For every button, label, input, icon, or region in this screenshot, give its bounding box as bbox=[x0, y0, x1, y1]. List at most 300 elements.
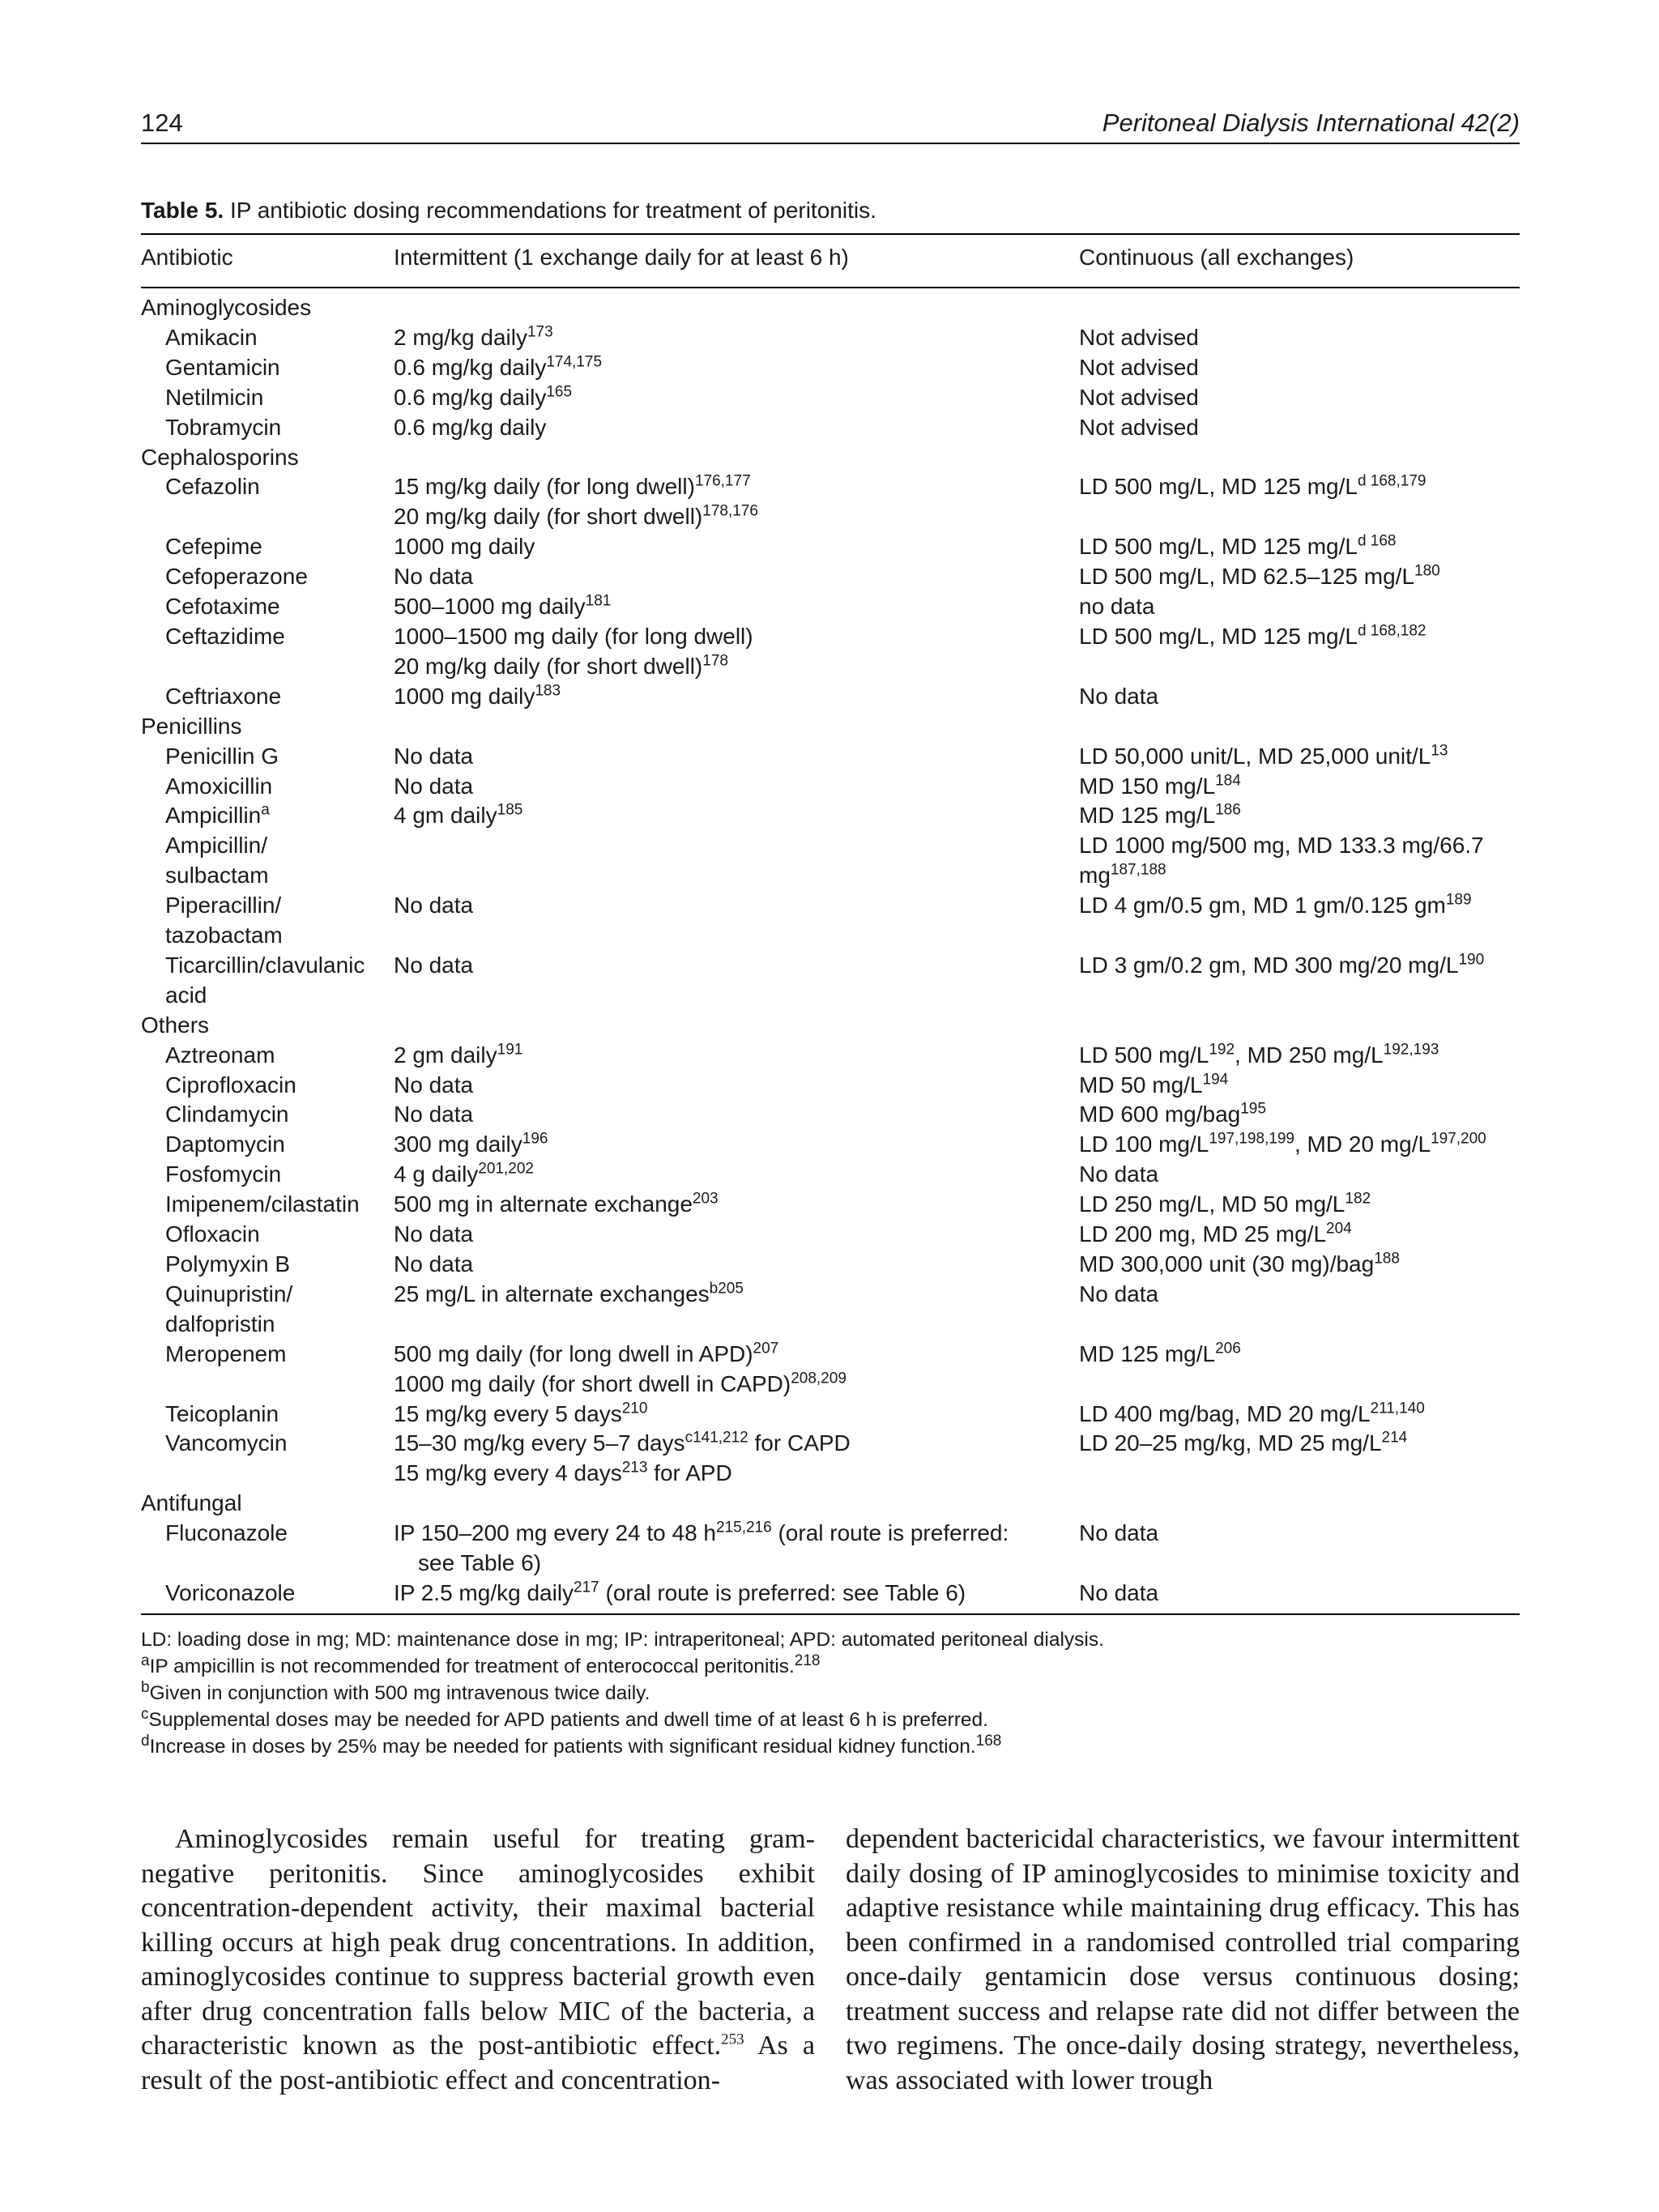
text-run: No data bbox=[394, 1072, 474, 1097]
superscript: 186 bbox=[1215, 802, 1241, 820]
cell-line bbox=[394, 1041, 1079, 1071]
antibiotic-name: dalfopristin bbox=[165, 1311, 275, 1336]
footnote-marker: b bbox=[141, 1678, 150, 1696]
intermittent-cell bbox=[394, 1100, 1079, 1130]
superscript: 194 bbox=[1202, 1071, 1229, 1089]
antibiotic-name: Daptomycin bbox=[165, 1132, 285, 1157]
table-row bbox=[141, 1190, 1520, 1220]
antibiotic-cell bbox=[141, 1041, 394, 1071]
continuous-cell bbox=[1079, 592, 1520, 622]
group-row bbox=[141, 712, 1520, 742]
superscript: 201,202 bbox=[478, 1160, 534, 1178]
text-run: Given in conjunction with 500 mg intravenous twice daily. bbox=[149, 1681, 650, 1704]
cell-line bbox=[394, 413, 1079, 443]
antibiotic-name: Piperacillin/ bbox=[165, 893, 282, 918]
text-run: LD 250 mg/L, MD 50 mg/L bbox=[1079, 1191, 1346, 1217]
table-row bbox=[141, 1071, 1520, 1101]
cell-line bbox=[394, 472, 1079, 502]
column-header-continuous: Continuous (all exchanges) bbox=[1079, 245, 1354, 270]
continuous-cell bbox=[1079, 772, 1520, 802]
table-header-row bbox=[141, 235, 1520, 287]
text-run: 300 mg daily bbox=[394, 1132, 522, 1157]
cell-line bbox=[394, 1579, 1079, 1609]
table-row bbox=[141, 353, 1520, 383]
text-run: Not advised bbox=[1079, 414, 1199, 440]
continuous-cell bbox=[1079, 1429, 1520, 1489]
text-run: No data bbox=[394, 952, 474, 978]
table-row bbox=[141, 801, 1520, 831]
continuous-cell bbox=[1079, 801, 1520, 831]
antibiotic-cell bbox=[141, 413, 394, 443]
intermittent-cell bbox=[394, 1400, 1079, 1430]
superscript: 187,188 bbox=[1110, 861, 1166, 879]
table-row bbox=[141, 383, 1520, 413]
text-run: Not advised bbox=[1079, 324, 1199, 350]
table-bottom-rule bbox=[141, 1613, 1520, 1615]
antibiotic-name: Cefazolin bbox=[165, 474, 260, 500]
superscript: 185 bbox=[497, 802, 523, 820]
text-run: 4 gm daily bbox=[394, 803, 497, 829]
antibiotic-cell bbox=[141, 801, 394, 831]
text-run: LD 200 mg, MD 25 mg/L bbox=[1079, 1221, 1327, 1247]
antibiotic-name: Meropenem bbox=[165, 1340, 287, 1366]
text-run: LD 500 mg/L bbox=[1079, 1042, 1209, 1068]
text-run: 15 mg/kg every 4 days bbox=[394, 1460, 622, 1486]
cell-line bbox=[394, 1160, 1079, 1190]
superscript: 207 bbox=[753, 1340, 779, 1357]
superscript: 176,177 bbox=[694, 473, 751, 491]
text-run: dependent bactericidal characteristics, we favour intermittent daily dosing of IP aminoglycosides to minimise toxicity and adaptive resistance while maintaining drug efficacy. This has been confirmed in a randomised controlled trial comparing once-daily gentamicin dose versus continuous dosing; treatment success and relapse rate did not differ between the two regimens. The once-daily dosing strategy, nevertheless, was associated with lower trough bbox=[846, 1824, 1520, 2095]
superscript: d 168,179 bbox=[1357, 473, 1427, 491]
intermittent-cell bbox=[394, 383, 1079, 413]
cell-line bbox=[1079, 1280, 1520, 1310]
cell-line bbox=[1079, 413, 1520, 443]
table-row bbox=[141, 1250, 1520, 1280]
table-row bbox=[141, 622, 1520, 682]
text-run: LD: loading dose in mg; MD: maintenance dose in mg; IP: intraperitoneal; APD: automated peritoneal dialysis. bbox=[141, 1628, 1104, 1651]
text-run: 0.6 mg/kg daily bbox=[394, 384, 547, 410]
antibiotic-cell bbox=[141, 682, 394, 712]
continuous-cell bbox=[1079, 1400, 1520, 1430]
text-run: Increase in doses by 25% may be needed for patients with significant residual kidney function. bbox=[149, 1735, 976, 1758]
footnote-marker: c bbox=[141, 1705, 149, 1723]
text-run: (oral route is preferred: see Table 6) bbox=[599, 1579, 966, 1605]
table-row bbox=[141, 1340, 1520, 1400]
footnote bbox=[141, 1733, 1520, 1760]
text-run: 4 g daily bbox=[394, 1161, 479, 1187]
antibiotic-cell bbox=[141, 592, 394, 622]
footnote-marker: a bbox=[141, 1652, 150, 1669]
cell-line bbox=[394, 652, 1079, 682]
antibiotic-name: Vancomycin bbox=[165, 1430, 288, 1456]
continuous-cell bbox=[1079, 562, 1520, 592]
antibiotic-name: Tobramycin bbox=[165, 414, 282, 440]
superscript: d 168 bbox=[1357, 532, 1397, 550]
text-run: No data bbox=[1079, 1579, 1159, 1605]
continuous-cell bbox=[1079, 1160, 1520, 1190]
table-footnotes bbox=[141, 1626, 1520, 1760]
text-run: 15–30 mg/kg every 5–7 days bbox=[394, 1430, 685, 1456]
cell-line bbox=[1079, 1579, 1520, 1609]
intermittent-cell bbox=[394, 742, 1079, 772]
cell-line bbox=[394, 622, 1079, 652]
body-text bbox=[141, 1822, 1520, 2114]
antibiotic-cell bbox=[141, 472, 394, 532]
cell-line bbox=[394, 323, 1079, 353]
continuous-cell bbox=[1079, 413, 1520, 443]
table-row bbox=[141, 831, 1520, 891]
superscript: 192 bbox=[1209, 1041, 1235, 1059]
superscript: 183 bbox=[535, 682, 561, 700]
superscript: 195 bbox=[1240, 1101, 1266, 1119]
cell-line bbox=[1079, 1340, 1520, 1370]
text-run: 500 mg daily (for long dwell in APD) bbox=[394, 1340, 753, 1366]
text-run: LD 20–25 mg/kg, MD 25 mg/L bbox=[1079, 1430, 1382, 1456]
cell-line bbox=[394, 801, 1079, 831]
continuous-cell bbox=[1079, 1041, 1520, 1071]
running-header bbox=[141, 105, 1520, 143]
intermittent-cell bbox=[394, 622, 1079, 682]
superscript: 197,200 bbox=[1431, 1131, 1486, 1149]
intermittent-cell bbox=[394, 951, 1079, 1011]
cell-line bbox=[394, 772, 1079, 802]
superscript: 180 bbox=[1414, 562, 1440, 580]
text-run: for APD bbox=[647, 1460, 732, 1486]
cell-line bbox=[1079, 801, 1520, 831]
antibiotic-cell bbox=[141, 1400, 394, 1430]
text-run: LD 50,000 unit/L, MD 25,000 unit/L bbox=[1079, 743, 1431, 769]
text-run: 1000 mg daily bbox=[394, 534, 535, 560]
cell-line bbox=[1079, 323, 1520, 353]
footnote bbox=[141, 1653, 1520, 1680]
superscript: 206 bbox=[1215, 1340, 1241, 1357]
text-run: MD 300,000 unit (30 mg)/bag bbox=[1079, 1251, 1375, 1276]
intermittent-cell bbox=[394, 592, 1079, 622]
antibiotic-cell bbox=[141, 1220, 394, 1250]
table-row bbox=[141, 532, 1520, 562]
antibiotic-cell bbox=[141, 1160, 394, 1190]
antibiotic-name: Quinupristin/ bbox=[165, 1281, 293, 1306]
text-run: No data bbox=[1079, 683, 1159, 709]
continuous-cell bbox=[1079, 1579, 1520, 1609]
cell-line bbox=[394, 353, 1079, 383]
text-run: 1000 mg daily bbox=[394, 683, 535, 709]
intermittent-cell bbox=[394, 1220, 1079, 1250]
antibiotic-name: Cefoperazone bbox=[165, 564, 308, 590]
superscript: 165 bbox=[546, 383, 573, 401]
text-run: Supplemental doses may be needed for APD patients and dwell time of at least 6 h is preferred. bbox=[148, 1708, 988, 1731]
superscript: 168 bbox=[975, 1732, 1002, 1750]
intermittent-cell bbox=[394, 1071, 1079, 1101]
cell-line bbox=[1079, 951, 1520, 981]
cell-line bbox=[394, 1429, 1079, 1459]
intermittent-cell bbox=[394, 562, 1079, 592]
text-run: Ampicillin bbox=[165, 803, 262, 829]
superscript: b205 bbox=[709, 1280, 744, 1298]
cell-line bbox=[1079, 1429, 1520, 1459]
superscript: 13 bbox=[1431, 742, 1448, 760]
text-run: no data bbox=[1079, 594, 1155, 620]
table-row bbox=[141, 1100, 1520, 1130]
text-run: LD 400 mg/bag, MD 20 mg/L bbox=[1079, 1400, 1371, 1426]
text-run: 20 mg/kg daily (for short dwell) bbox=[394, 504, 703, 530]
superscript: 190 bbox=[1458, 951, 1485, 969]
superscript: 213 bbox=[621, 1460, 648, 1477]
intermittent-cell bbox=[394, 891, 1079, 951]
text-run: Not advised bbox=[1079, 384, 1199, 410]
cell-line bbox=[394, 562, 1079, 592]
antibiotic-cell bbox=[141, 562, 394, 592]
cell-line bbox=[394, 742, 1079, 772]
text-run: 0.6 mg/kg daily bbox=[394, 354, 547, 380]
continuous-cell bbox=[1079, 1340, 1520, 1400]
table-row bbox=[141, 472, 1520, 532]
cell-line bbox=[1079, 891, 1520, 921]
antibiotic-name: Gentamicin bbox=[165, 354, 280, 380]
table-row bbox=[141, 1400, 1520, 1430]
table-row bbox=[141, 562, 1520, 592]
continuous-cell bbox=[1079, 1519, 1520, 1579]
table-row bbox=[141, 1160, 1520, 1190]
antibiotic-name: Fosfomycin bbox=[165, 1161, 282, 1187]
antibiotic-name: Ofloxacin bbox=[165, 1221, 260, 1247]
table-row bbox=[141, 1280, 1520, 1340]
table-row bbox=[141, 772, 1520, 802]
cell-line bbox=[394, 1280, 1079, 1310]
table-row bbox=[141, 682, 1520, 712]
antibiotic-cell bbox=[141, 622, 394, 682]
superscript: 253 bbox=[721, 2031, 744, 2048]
superscript: 189 bbox=[1445, 891, 1472, 909]
cell-line bbox=[1079, 1190, 1520, 1220]
antibiotic-cell bbox=[141, 891, 394, 951]
cell-line bbox=[394, 383, 1079, 413]
header-rule bbox=[141, 143, 1520, 144]
cell-line bbox=[1079, 472, 1520, 502]
intermittent-cell bbox=[394, 682, 1079, 712]
intermittent-cell bbox=[394, 472, 1079, 532]
text-run: 1000 mg daily (for short dwell in CAPD) bbox=[394, 1370, 791, 1396]
body-paragraph-right bbox=[846, 1822, 1520, 2098]
antibiotic-cell bbox=[141, 1190, 394, 1220]
superscript: 182 bbox=[1345, 1190, 1371, 1208]
cell-line bbox=[394, 682, 1079, 712]
superscript: 174,175 bbox=[546, 353, 603, 371]
group-label: Antifungal bbox=[141, 1490, 242, 1516]
text-run: Aminoglycosides remain useful for treating gram-negative peritonitis. Since aminoglycosides exhibit concentration-dependent activity, their maximal bacterial killing occurs at high peak drug concentrations. In addition, aminoglycosides continue to suppress bacterial growth even after drug concentration falls below MIC of the bacteria, a characteristic known as the post-antibiotic effect. bbox=[141, 1824, 815, 2061]
superscript: 210 bbox=[621, 1400, 648, 1417]
text-run: 500–1000 mg daily bbox=[394, 594, 586, 620]
continuous-cell bbox=[1079, 383, 1520, 413]
group-label: Penicillins bbox=[141, 713, 242, 739]
intermittent-cell bbox=[394, 801, 1079, 831]
antibiotic-cell bbox=[141, 1100, 394, 1130]
text-run: LD 500 mg/L, MD 125 mg/L bbox=[1079, 534, 1358, 560]
text-run: IP 2.5 mg/kg daily bbox=[394, 1579, 574, 1605]
antibiotic-name: Amikacin bbox=[165, 324, 258, 350]
text-run: (oral route is preferred: bbox=[771, 1520, 1009, 1546]
superscript: 173 bbox=[527, 323, 553, 341]
antibiotic-name: Aztreonam bbox=[165, 1042, 275, 1068]
text-run: 15 mg/kg every 5 days bbox=[394, 1400, 622, 1426]
table-label: Table 5. bbox=[141, 198, 224, 223]
superscript: 217 bbox=[574, 1579, 599, 1596]
cell-line bbox=[1079, 1250, 1520, 1280]
superscript: 203 bbox=[692, 1190, 719, 1208]
antibiotic-cell bbox=[141, 1250, 394, 1280]
continuous-cell bbox=[1079, 1220, 1520, 1250]
intermittent-cell bbox=[394, 1579, 1079, 1609]
cell-line bbox=[1079, 1130, 1520, 1160]
continuous-cell bbox=[1079, 1071, 1520, 1101]
table-row bbox=[141, 1579, 1520, 1609]
antibiotic-name: sulbactam bbox=[165, 863, 269, 889]
cell-line bbox=[1079, 592, 1520, 622]
text-run: LD 500 mg/L, MD 125 mg/L bbox=[1079, 623, 1358, 649]
text-run: 2 gm daily bbox=[394, 1042, 497, 1068]
intermittent-cell bbox=[394, 1429, 1079, 1489]
body-column-left bbox=[141, 1822, 815, 2098]
antibiotic-cell bbox=[141, 1280, 394, 1340]
antibiotic-cell bbox=[141, 1340, 394, 1400]
intermittent-cell bbox=[394, 1190, 1079, 1220]
superscript: 204 bbox=[1326, 1220, 1352, 1238]
text-run: 1000–1500 mg daily (for long dwell) bbox=[394, 623, 753, 649]
group-label: Aminoglycosides bbox=[141, 295, 312, 320]
table-caption bbox=[141, 194, 1520, 233]
text-run: No data bbox=[394, 1221, 474, 1247]
antibiotic-cell bbox=[141, 532, 394, 562]
cell-line bbox=[1079, 1071, 1520, 1101]
antibiotic-cell bbox=[141, 323, 394, 353]
cell-line bbox=[1079, 1400, 1520, 1430]
continuous-cell bbox=[1079, 532, 1520, 562]
antibiotic-cell bbox=[141, 951, 394, 1011]
continuous-cell bbox=[1079, 951, 1520, 1011]
cell-line bbox=[394, 502, 1079, 532]
antibiotic-name: Teicoplanin bbox=[165, 1400, 279, 1426]
text-run: , MD 250 mg/L bbox=[1235, 1042, 1384, 1068]
antibiotic-name: Cefepime bbox=[165, 534, 262, 560]
continuous-cell bbox=[1079, 1190, 1520, 1220]
antibiotic-name: acid bbox=[165, 982, 207, 1008]
text-run: No data bbox=[1079, 1520, 1159, 1546]
cell-line bbox=[1079, 1220, 1520, 1250]
superscript: 211,140 bbox=[1370, 1400, 1425, 1417]
column-header-intermittent: Intermittent (1 exchange daily for at least 6 h) bbox=[394, 245, 849, 270]
text-run: mg bbox=[1079, 863, 1111, 889]
table-row bbox=[141, 742, 1520, 772]
table-body bbox=[141, 288, 1520, 1609]
antibiotic-name: Penicillin G bbox=[165, 743, 279, 769]
text-run: MD 50 mg/L bbox=[1079, 1072, 1203, 1097]
intermittent-cell bbox=[394, 353, 1079, 383]
text-run: No data bbox=[394, 1251, 474, 1276]
table-row bbox=[141, 1220, 1520, 1250]
superscript: 178 bbox=[702, 652, 728, 670]
cell-line bbox=[394, 1519, 1079, 1549]
cell-line bbox=[1079, 1519, 1520, 1549]
intermittent-cell bbox=[394, 1130, 1079, 1160]
intermittent-cell bbox=[394, 831, 1079, 891]
antibiotic-cell bbox=[141, 1519, 394, 1579]
column-header-antibiotic: Antibiotic bbox=[141, 245, 233, 270]
continuous-cell bbox=[1079, 1250, 1520, 1280]
table-row bbox=[141, 1041, 1520, 1071]
continuous-cell bbox=[1079, 682, 1520, 712]
cell-line bbox=[1079, 1160, 1520, 1190]
antibiotic-name: Ampicillin/ bbox=[165, 833, 268, 859]
text-run: No data bbox=[394, 743, 474, 769]
antibiotic-cell bbox=[141, 353, 394, 383]
antibiotic-name: Ceftriaxone bbox=[165, 683, 282, 709]
table-row bbox=[141, 891, 1520, 951]
text-run: MD 125 mg/L bbox=[1079, 1340, 1216, 1366]
antibiotic-cell bbox=[141, 1071, 394, 1101]
text-run: 0.6 mg/kg daily bbox=[394, 414, 547, 440]
cell-line bbox=[394, 1071, 1079, 1101]
superscript: d 168,182 bbox=[1357, 622, 1427, 640]
text-run: LD 100 mg/L bbox=[1079, 1132, 1209, 1157]
cell-line bbox=[1079, 1100, 1520, 1130]
footnote bbox=[141, 1626, 1520, 1653]
group-row bbox=[141, 293, 1520, 323]
group-label: Others bbox=[141, 1012, 210, 1038]
antibiotic-name: Imipenem/cilastatin bbox=[165, 1191, 360, 1217]
antibiotic-name: Voriconazole bbox=[165, 1579, 296, 1605]
table-row bbox=[141, 1429, 1520, 1489]
superscript: 196 bbox=[522, 1131, 548, 1149]
continuous-cell bbox=[1079, 622, 1520, 682]
superscript: 218 bbox=[794, 1652, 821, 1669]
text-run: LD 500 mg/L, MD 62.5–125 mg/L bbox=[1079, 564, 1415, 590]
intermittent-cell bbox=[394, 772, 1079, 802]
text-run: As a result of the post-antibiotic effect and concentration- bbox=[141, 2031, 816, 2095]
table-row bbox=[141, 951, 1520, 1011]
superscript: 184 bbox=[1215, 772, 1241, 790]
cell-line bbox=[394, 532, 1079, 562]
antibiotic-name: Fluconazole bbox=[165, 1520, 288, 1546]
intermittent-cell bbox=[394, 1041, 1079, 1071]
body-paragraph-left bbox=[141, 1822, 815, 2098]
superscript: 215,216 bbox=[716, 1519, 772, 1536]
cell-line bbox=[394, 1400, 1079, 1430]
text-run: IP ampicillin is not recommended for treatment of enterococcal peritonitis. bbox=[149, 1655, 795, 1677]
intermittent-cell bbox=[394, 1340, 1079, 1400]
superscript: c141,212 bbox=[684, 1430, 748, 1447]
antibiotic-cell bbox=[141, 831, 394, 891]
continuous-cell bbox=[1079, 472, 1520, 532]
footnote-marker: d bbox=[141, 1732, 150, 1750]
text-run: No data bbox=[394, 893, 474, 918]
page-number: 124 bbox=[141, 109, 183, 137]
antibiotic-name: Clindamycin bbox=[165, 1102, 289, 1127]
intermittent-cell bbox=[394, 1519, 1079, 1579]
text-run: LD 3 gm/0.2 gm, MD 300 mg/20 mg/L bbox=[1079, 952, 1459, 978]
table-row bbox=[141, 1130, 1520, 1160]
antibiotic-cell bbox=[141, 772, 394, 802]
antibiotic-name: Cefotaxime bbox=[165, 594, 280, 620]
group-row bbox=[141, 443, 1520, 473]
intermittent-cell bbox=[394, 1160, 1079, 1190]
superscript: 191 bbox=[497, 1041, 523, 1059]
superscript: 188 bbox=[1374, 1250, 1400, 1268]
group-row bbox=[141, 1489, 1520, 1519]
footnote bbox=[141, 1707, 1520, 1733]
antibiotic-cell bbox=[141, 1130, 394, 1160]
continuous-cell bbox=[1079, 353, 1520, 383]
text-run: see Table 6) bbox=[418, 1550, 542, 1576]
